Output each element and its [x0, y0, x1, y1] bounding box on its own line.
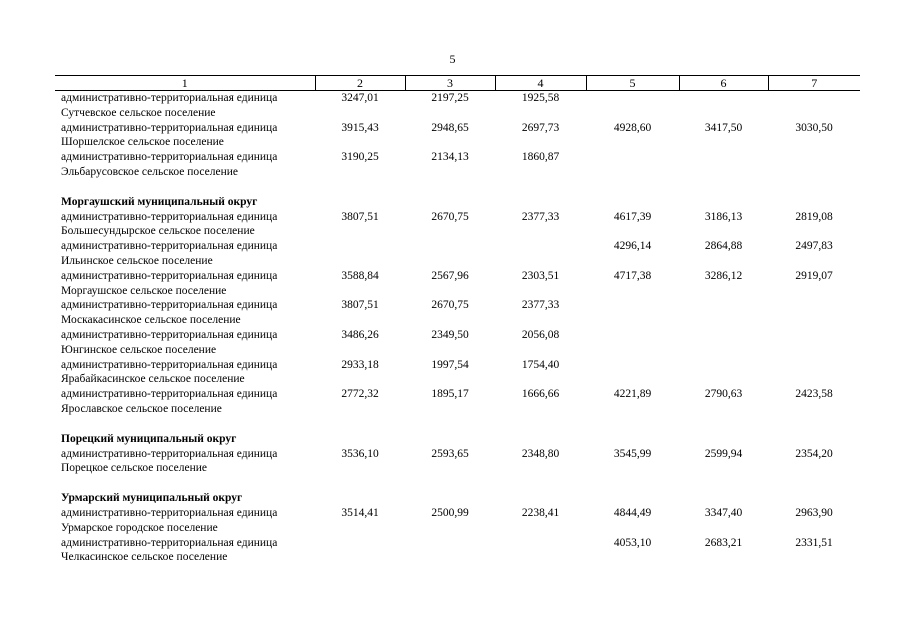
table-row: [55, 328, 860, 358]
value-cell-col-5: 4617,39: [613, 210, 652, 223]
header-col-5: 5: [586, 76, 679, 91]
value-cell-col-7: 2963,90: [795, 506, 833, 519]
value-cell-col-6: 2683,21: [704, 536, 743, 549]
table-body: [55, 91, 860, 566]
header-row: [55, 76, 860, 91]
row-label-cell: [55, 328, 315, 358]
value-cell-col-7: 2497,83: [795, 240, 833, 253]
settlement-name: Шоршелское сельское поселение: [61, 136, 224, 149]
value-cell-col-7: 2354,20: [795, 447, 833, 460]
value-cell-col-2: 3915,43: [341, 121, 379, 134]
data-table-container: [55, 75, 860, 565]
table-row: [55, 210, 860, 240]
value-cell-col-4: 2348,80: [521, 447, 560, 460]
page-number: 5: [449, 52, 456, 66]
value-cell-col-5: 3545,99: [613, 447, 652, 460]
settlement-name: Ярославское сельское поселение: [61, 402, 222, 415]
value-cell-col-4: [495, 239, 586, 269]
table-row: [55, 121, 860, 151]
value-cell-col-6: 3417,50: [704, 121, 743, 134]
settlement-name: Ильинское сельское поселение: [61, 254, 213, 267]
unit-type-label: административно-территориальная единица: [61, 299, 278, 312]
value-cell-col-3: 2197,25: [431, 92, 469, 104]
value-cell-col-7: 2331,51: [795, 536, 833, 549]
row-label-cell: [55, 269, 315, 299]
value-cell-col-4: 1860,87: [521, 151, 560, 164]
table-row: [55, 269, 860, 299]
unit-type-label: административно-территориальная единица: [61, 358, 278, 371]
unit-type-label: административно-территориальная единица: [61, 92, 278, 104]
value-cell-col-3: 2349,50: [431, 328, 469, 341]
value-cell-col-6: [679, 298, 768, 328]
value-cell-col-5: 4844,49: [613, 506, 652, 519]
value-cell-col-3: 2948,65: [431, 121, 469, 134]
table-row: [55, 150, 860, 180]
table-row: [55, 91, 860, 121]
table-row: [55, 536, 860, 566]
value-cell-col-7: 2819,08: [795, 210, 833, 223]
unit-type-label: административно-территориальная единица: [61, 536, 278, 549]
table-row: [55, 358, 860, 388]
unit-type-label: административно-территориальная единица: [61, 210, 278, 223]
row-label-cell: [55, 239, 315, 269]
value-cell-col-6: 2790,63: [704, 388, 743, 401]
settlement-name: Москакасинское сельское поселение: [61, 314, 241, 327]
row-label-cell: [55, 358, 315, 388]
section-title: Порецкий муниципальный округ: [61, 432, 237, 445]
value-cell-col-6: 3186,13: [704, 210, 743, 223]
value-cell-col-7: [768, 298, 860, 328]
value-cell-col-7: [768, 358, 860, 388]
unit-type-label: административно-территориальная единица: [61, 121, 278, 134]
settlement-name: Урмарское городское поселение: [61, 521, 218, 534]
value-cell-col-6: 2864,88: [704, 240, 743, 253]
unit-type-label: административно-территориальная единица: [61, 506, 278, 519]
row-label-cell: [55, 150, 315, 180]
value-cell-col-5: [586, 328, 679, 358]
table-row: [55, 447, 860, 477]
row-label-cell: [55, 298, 315, 328]
value-cell-col-2: [315, 239, 405, 269]
header-col-3: 3: [405, 76, 495, 91]
value-cell-col-2: 3588,84: [341, 269, 379, 282]
value-cell-col-7: [768, 91, 860, 121]
value-cell-col-3: 2670,75: [431, 210, 469, 223]
table-row: [55, 506, 860, 536]
value-cell-col-3: 2670,75: [431, 299, 469, 312]
value-cell-col-4: 2377,33: [521, 299, 560, 312]
value-cell-col-3: [405, 536, 495, 566]
value-cell-col-5: 4296,14: [613, 240, 652, 253]
row-label-cell: [55, 121, 315, 151]
value-cell-col-5: [586, 150, 679, 180]
settlement-name: Порецкое сельское поселение: [61, 462, 208, 475]
value-cell-col-2: 3807,51: [341, 210, 379, 223]
value-cell-col-6: 3347,40: [704, 506, 743, 519]
value-cell-col-2: [315, 536, 405, 566]
value-cell-col-6: [679, 358, 768, 388]
value-cell-col-4: 2056,08: [521, 328, 560, 341]
value-cell-col-5: 4221,89: [613, 388, 652, 401]
unit-type-label: административно-территориальная единица: [61, 269, 278, 282]
value-cell-col-7: [768, 328, 860, 358]
value-cell-col-6: 2599,94: [704, 447, 743, 460]
value-cell-col-7: 2919,07: [795, 269, 833, 282]
value-cell-col-3: 2134,13: [431, 151, 469, 164]
value-cell-col-2: 3514,41: [341, 506, 379, 519]
value-cell-col-6: [679, 91, 768, 121]
value-cell-col-6: 3286,12: [704, 269, 743, 282]
section-header-row: [55, 180, 860, 210]
settlement-name: Юнгинское сельское поселение: [61, 343, 217, 356]
unit-type-label: административно-территориальная единица: [61, 328, 278, 341]
value-cell-col-7: [768, 150, 860, 180]
table-header: [55, 76, 860, 91]
value-cell-col-2: 3190,25: [341, 151, 379, 164]
table-row: [55, 298, 860, 328]
value-cell-col-3: 1895,17: [431, 388, 469, 401]
value-cell-col-5: [586, 91, 679, 121]
data-table: [55, 75, 860, 565]
unit-type-label: административно-территориальная единица: [61, 240, 278, 253]
value-cell-col-4: [495, 536, 586, 566]
settlement-name: Моргаушское сельское поселение: [61, 284, 227, 297]
header-col-4: 4: [495, 76, 586, 91]
header-col-7: 7: [768, 76, 860, 91]
value-cell-col-2: 2933,18: [341, 358, 379, 371]
settlement-name: Челкасинское сельское поселение: [61, 551, 228, 564]
value-cell-col-5: 4928,60: [613, 121, 652, 134]
value-cell-col-4: 1925,58: [521, 92, 560, 104]
value-cell-col-2: 3807,51: [341, 299, 379, 312]
section-header-row: [55, 417, 860, 447]
settlement-name: Эльбарусовское сельское поселение: [61, 165, 239, 178]
value-cell-col-6: [679, 150, 768, 180]
value-cell-col-2: 3247,01: [341, 92, 379, 104]
value-cell-col-4: 1754,40: [521, 358, 560, 371]
value-cell-col-3: 2500,99: [431, 506, 469, 519]
value-cell-col-4: 2303,51: [521, 269, 560, 282]
value-cell-col-5: [586, 358, 679, 388]
value-cell-col-2: 2772,32: [341, 388, 379, 401]
row-label-cell: [55, 506, 315, 536]
value-cell-col-5: 4053,10: [613, 536, 652, 549]
section-title: Моргаушский муниципальный округ: [61, 195, 258, 208]
value-cell-col-2: 3486,26: [341, 328, 379, 341]
value-cell-col-4: 2238,41: [521, 506, 560, 519]
header-col-1: 1: [55, 76, 315, 91]
header-col-2: 2: [315, 76, 405, 91]
section-title: Урмарский муниципальный округ: [61, 492, 243, 505]
value-cell-col-2: 3536,10: [341, 447, 379, 460]
value-cell-col-4: 1666,66: [521, 388, 560, 401]
section-header-row: [55, 476, 860, 506]
table-row: [55, 387, 860, 417]
settlement-name: Большесундырское сельское поселение: [61, 225, 255, 238]
value-cell-col-7: 2423,58: [795, 388, 833, 401]
row-label-cell: [55, 536, 315, 566]
value-cell-col-5: 4717,38: [613, 269, 652, 282]
value-cell-col-7: 3030,50: [795, 121, 833, 134]
value-cell-col-5: [586, 298, 679, 328]
header-col-6: 6: [679, 76, 768, 91]
row-label-cell: [55, 447, 315, 477]
settlement-name: Сутчевское сельское поселение: [61, 106, 216, 119]
value-cell-col-3: 2567,96: [431, 269, 469, 282]
value-cell-col-6: [679, 328, 768, 358]
unit-type-label: административно-территориальная единица: [61, 388, 278, 401]
unit-type-label: административно-территориальная единица: [61, 151, 278, 164]
settlement-name: Ярабайкасинское сельское поселение: [61, 373, 245, 386]
row-label-cell: [55, 210, 315, 240]
value-cell-col-3: [405, 239, 495, 269]
row-label-cell: [55, 91, 315, 121]
row-label-cell: [55, 387, 315, 417]
value-cell-col-4: 2377,33: [521, 210, 560, 223]
value-cell-col-3: 1997,54: [431, 358, 469, 371]
table-row: [55, 239, 860, 269]
value-cell-col-4: 2697,73: [521, 121, 560, 134]
value-cell-col-3: 2593,65: [431, 447, 469, 460]
unit-type-label: административно-территориальная единица: [61, 447, 278, 460]
